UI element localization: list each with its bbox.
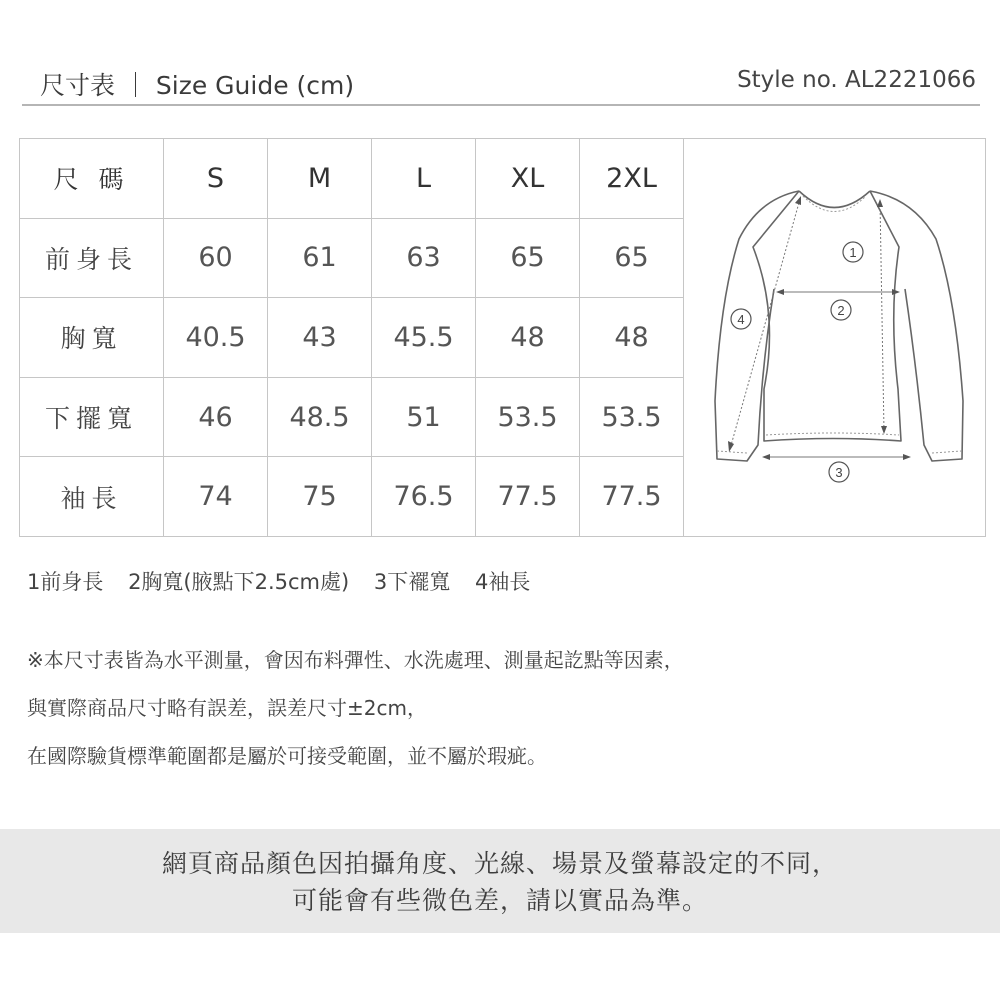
right-sleeve — [870, 191, 963, 461]
table-cell: 76.5 — [372, 457, 476, 537]
garment-diagram-cell — [684, 139, 986, 537]
svg-text:1: 1 — [849, 245, 857, 260]
table-cell: 53.5 — [580, 377, 684, 457]
legend-item: 2胸寬(腋點下2.5cm處) — [128, 570, 350, 594]
table-cell: 48 — [580, 298, 684, 378]
table-cell: 61 — [268, 218, 372, 298]
shirt-diagram — [684, 139, 985, 529]
marker-2 — [831, 300, 851, 320]
table-cell: 75 — [268, 457, 372, 537]
svg-text:4: 4 — [737, 312, 745, 327]
table-cell: 51 — [372, 377, 476, 457]
shirt-outline — [753, 191, 901, 441]
table-cell: 63 — [372, 218, 476, 298]
measurement-notes — [27, 640, 684, 784]
size-table — [19, 138, 986, 537]
marker-4 — [731, 309, 751, 329]
legend-item: 1前身長 — [27, 570, 104, 594]
disclaimer-line: 網頁商品顏色因拍攝角度、光線、場景及螢幕設定的不同， — [161, 849, 838, 878]
note-line: 與實際商品尺寸略有誤差，誤差尺寸±2cm， — [27, 696, 427, 720]
size-header: XL — [476, 139, 580, 219]
marker-1 — [843, 242, 863, 262]
table-cell: 48 — [476, 298, 580, 378]
table-cell: 40.5 — [164, 298, 268, 378]
size-header: S — [164, 139, 268, 219]
row-label: 袖長 — [20, 457, 164, 537]
size-guide-header — [22, 58, 980, 106]
table-cell: 48.5 — [268, 377, 372, 457]
color-disclaimer-banner — [0, 829, 1000, 933]
style-number: Style no. AL2221066 — [737, 67, 976, 93]
note-line: ※本尺寸表皆為水平測量，會因布料彈性、水洗處理、測量起訖點等因素， — [27, 648, 684, 672]
table-cell: 60 — [164, 218, 268, 298]
table-cell: 43 — [268, 298, 372, 378]
shirt-neckline — [799, 191, 870, 208]
size-header: L — [372, 139, 476, 219]
table-cell: 65 — [580, 218, 684, 298]
corner-label: 尺 碼 — [20, 139, 164, 219]
svg-text:3: 3 — [835, 465, 843, 480]
row-label: 胸寬 — [20, 298, 164, 378]
table-cell: 77.5 — [476, 457, 580, 537]
left-sleeve — [715, 191, 799, 461]
svg-text:2: 2 — [837, 303, 845, 318]
table-cell: 45.5 — [372, 298, 476, 378]
table-cell: 65 — [476, 218, 580, 298]
row-label: 前身長 — [20, 218, 164, 298]
disclaimer-line: 可能會有些微色差，請以實品為準。 — [291, 886, 708, 915]
table-header-row — [20, 139, 986, 219]
size-header: M — [268, 139, 372, 219]
table-cell: 74 — [164, 457, 268, 537]
page-title: 尺寸表 ｜ Size Guide (cm) — [40, 71, 355, 100]
note-line: 在國際驗貨標準範圍都是屬於可接受範圍，並不屬於瑕疵。 — [27, 744, 547, 768]
measurement-legend — [27, 566, 548, 596]
legend-item: 3下襬寬 — [373, 570, 451, 594]
table-cell: 46 — [164, 377, 268, 457]
marker-3 — [829, 462, 849, 482]
table-cell: 77.5 — [580, 457, 684, 537]
legend-item: 4袖長 — [474, 570, 531, 594]
size-header: 2XL — [580, 139, 684, 219]
table-cell: 53.5 — [476, 377, 580, 457]
measure-line-body-length — [880, 201, 884, 432]
row-label: 下擺寬 — [20, 377, 164, 457]
